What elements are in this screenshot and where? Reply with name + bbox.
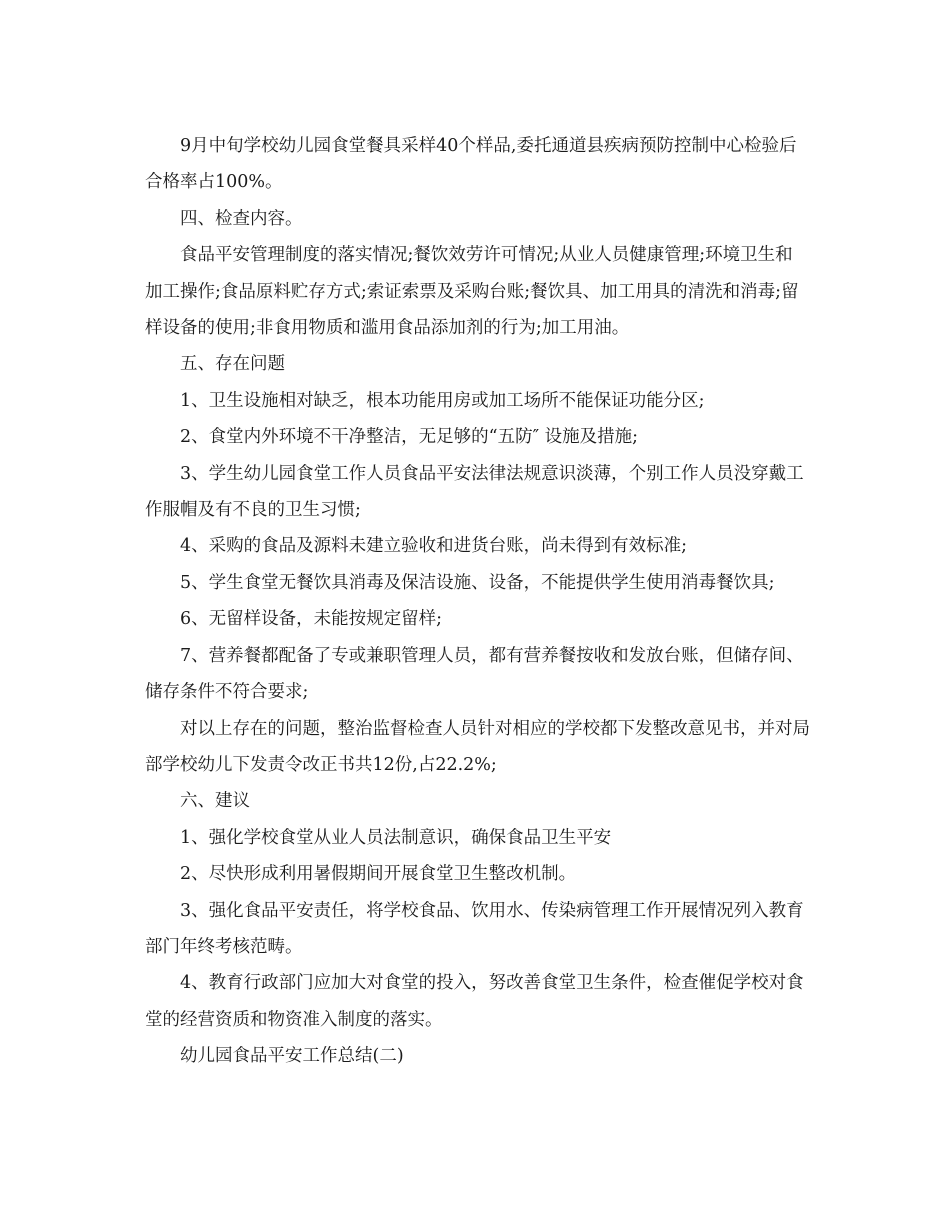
- problem-item-7: 7、营养餐都配备了专或兼职管理人员，都有营养餐按收和发放台账，但储存间、储存条件不符合要求;: [145, 645, 804, 703]
- problem-item-3: 3、学生幼儿园食堂工作人员食品平安法律法规意识淡薄，个别工作人员没穿戴工作服帽及有不良的卫生习惯;: [145, 463, 804, 521]
- paragraph-rectification: 对以上存在的问题，整治监督检查人员针对相应的学校都下发整改意见书，并对局部学校幼儿下发责令改正书共12份,占22.2%;: [145, 718, 810, 775]
- problem-item-6: 6、无留样设备，未能按规定留样;: [180, 609, 443, 630]
- suggestion-item-4: 4、教育行政部门应加大对食堂的投入，努改善食堂卫生条件，检查催促学校对食堂的经营资质和物资准入制度的落实。: [145, 973, 804, 1030]
- problem-item-2: 2、食堂内外环境不干净整洁，无足够的“五防″ 设施及措施;: [180, 427, 639, 448]
- paragraph-inspection-items: 食品平安管理制度的落实情况;餐饮效劳许可情况;从业人员健康管理;环境卫生和加工操作;食品原料贮存方式;索证索票及采购台账;餐饮具、加工用具的清洗和消毒;留样设备的使用;非食用物质和滥用食品添加剂的行为;加工用油。: [145, 245, 799, 339]
- problem-item-4: 4、采购的食品及源料未建立验收和进货台账，尚未得到有效标准;: [180, 536, 688, 557]
- section-title-summary-two: 幼儿园食品平安工作总结(二): [180, 1046, 404, 1067]
- paragraph-sampling-result: 9月中旬学校幼儿园食堂餐具采样40个样品,委托通道县疾病预防控制中心检验后合格率占100%。: [145, 136, 797, 193]
- suggestion-item-2: 2、尽快形成利用暑假期间开展食堂卫生整改机制。: [180, 864, 577, 885]
- heading-suggestions: 六、建议: [180, 791, 250, 812]
- suggestion-item-1: 1、强化学校食堂从业人员法制意识，确保食品卫生平安: [180, 827, 612, 848]
- heading-inspection-content: 四、检查内容。: [180, 208, 303, 229]
- problem-item-1: 1、卫生设施相对缺乏，根本功能用房或加工场所不能保证功能分区;: [180, 390, 705, 411]
- document-body: [145, 128, 810, 1075]
- problem-item-5: 5、学生食堂无餐饮具消毒及保洁设施、设备，不能提供学生使用消毒餐饮具;: [180, 572, 775, 593]
- suggestion-item-3: 3、强化食品平安责任，将学校食品、饮用水、传染病管理工作开展情况列入教育部门年终考核范畴。: [145, 900, 804, 957]
- heading-existing-problems: 五、存在问题: [180, 354, 285, 375]
